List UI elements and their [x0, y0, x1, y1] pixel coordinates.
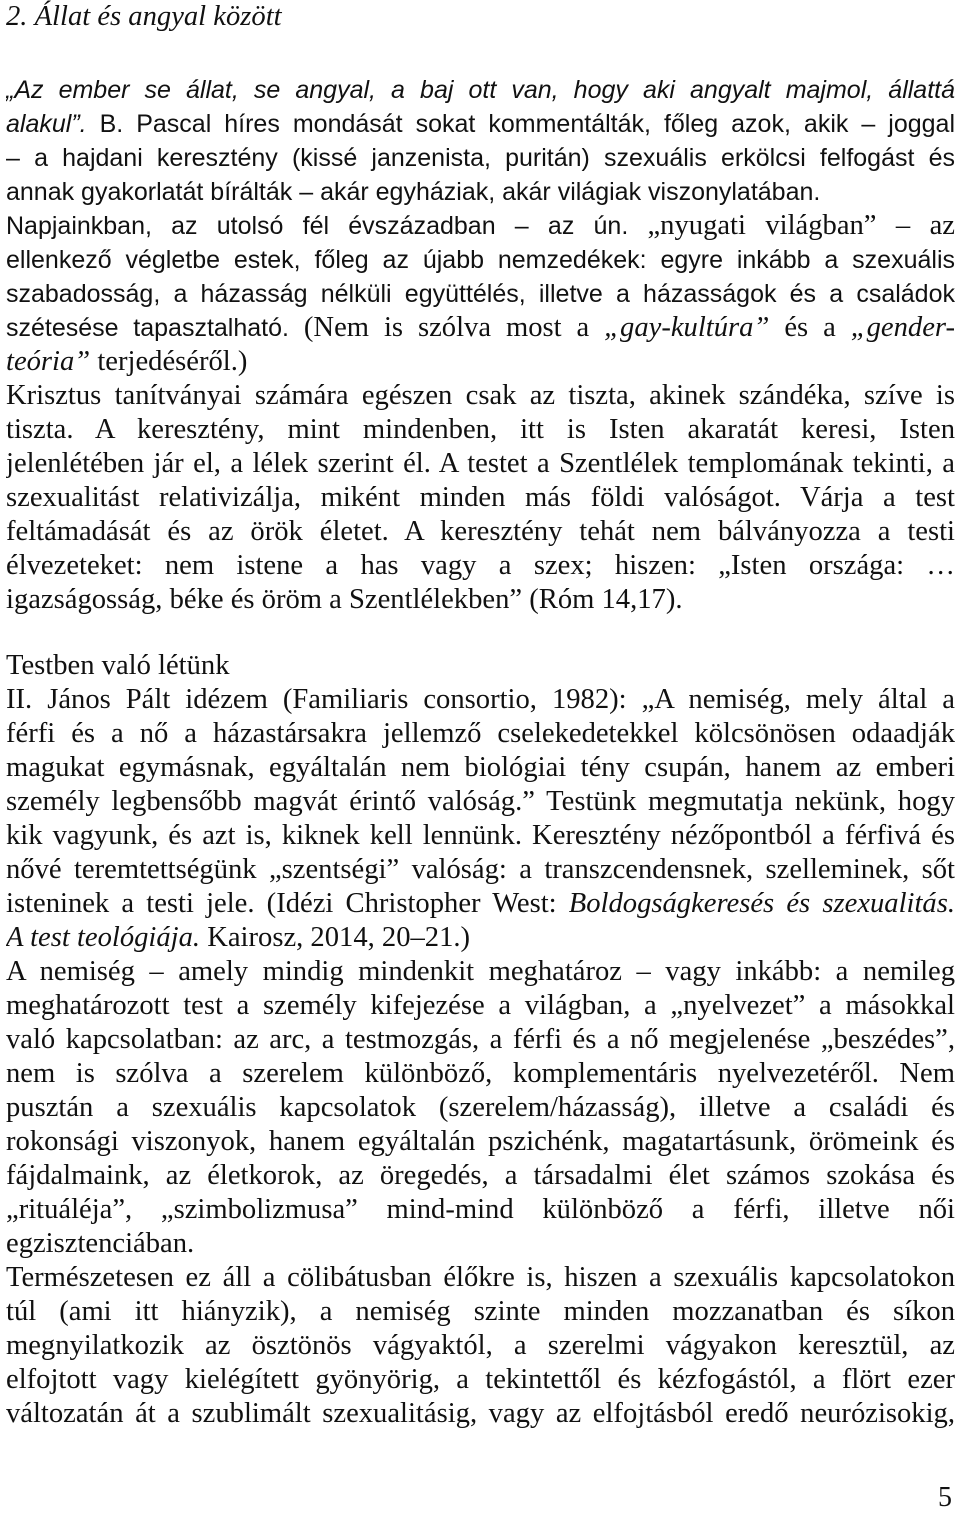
text-run: isteninek a testi jele. (Idézi Christopher West: [6, 888, 569, 919]
body-line [6, 785, 955, 819]
body-line [6, 209, 955, 243]
chapter-heading: 2. Állat és angyal között [6, 1, 282, 32]
page-number: 5 [938, 1482, 952, 1513]
text-run: élvezeteket: nem istene a has vagy a szex; hiszen: „Isten országa: … [6, 550, 955, 581]
body-line [6, 1023, 955, 1057]
text-run: egzisztenciában. [6, 1228, 195, 1259]
body-line [6, 311, 955, 345]
text-run: rokonsági viszonyok, hanem egyáltalán pszichénk, magatartásunk, örömeink és [6, 1126, 955, 1157]
body-line [6, 683, 955, 717]
text-run: meghatározott test a személy kifejezése a világban, a „nyelvezet” a másokkal [6, 990, 955, 1021]
text-run: túl (ami itt hiányzik), a nemiség szinte minden mozzanatban és síkon [6, 1296, 955, 1327]
body-line [6, 1329, 955, 1363]
body-line [6, 141, 955, 175]
body-line [6, 1227, 955, 1261]
text-run: és a [769, 312, 851, 343]
text-run: fájdalmaink, az életkorok, az öregedés, a társadalmi élet számos szokása és [6, 1160, 955, 1191]
intro-paragraphs [6, 73, 955, 617]
body-line [6, 1057, 955, 1091]
heading-block [6, 0, 955, 34]
text-run: „rituáléja”, „szimbolizmusa” mind-mind különböző a férfi, illetve női [6, 1194, 955, 1225]
text-run: magukat egymásnak, egyáltalán nem biológiai tény csupán, hanem az emberi [6, 752, 955, 783]
italic-text: „gender- [850, 312, 955, 343]
body-line [6, 549, 955, 583]
body-line [6, 921, 955, 955]
text-run: feltámadását és az örök életet. A keresztény tehát nem bálványozza a testi [6, 516, 955, 547]
text-run: terjedéséről.) [90, 346, 248, 377]
body-line [6, 1091, 955, 1125]
body-line [6, 73, 955, 107]
body-line [6, 1261, 955, 1295]
body-line [6, 277, 955, 311]
text-run: pusztán a szexuális kapcsolatok (szerelem/házasság), illetve a családi és [6, 1092, 955, 1123]
text-run: ellenkező végletbe estek, főleg az újabb nemzedékek: egyre inkább a szexuális [6, 246, 955, 274]
text-run: annak gyakorlatát bírálták – akár egyháziak, akár világiak viszonylatában. [6, 178, 821, 206]
text-run: tiszta. A keresztény, mint mindenben, itt is Isten akaratát keresi, Isten [6, 414, 955, 445]
body-line [6, 887, 955, 921]
section-title: Testben való létünk [6, 650, 230, 681]
body-line [6, 243, 955, 277]
text-run: férfi és a nő a házastársakra jellemző cselekedetekkel kölcsönösen odaadják [6, 718, 955, 749]
quote-text: „Az ember se állat, se angyal, a baj ott van, hogy aki angyalt majmol, állattá [6, 76, 955, 104]
body-line [6, 751, 955, 785]
text-run: nővé teremtettségünk „szentségi” valóság: a transzcendensnek, szelleminek, sőt [6, 854, 955, 885]
body-line [6, 853, 955, 887]
text-run: jelenlétében jár el, a lélek szerint él. A testet a Szentlélek templomának tekinti, a [6, 448, 955, 479]
text-run: személy legbensőbb magvát érintő valóság.” Testünk megmutatja nekünk, hogy [6, 786, 955, 817]
text-run: Természetesen ez áll a cölibátusban élőkre is, hiszen a szexuális kapcsolatokon [6, 1262, 955, 1293]
text-run: – a hajdani keresztény (kissé janzenista, puritán) szexuális erkölcsi felfogást és [6, 144, 955, 172]
body-line [6, 481, 955, 515]
text-run: Kairosz, 2014, 20–21.) [200, 922, 471, 953]
body-line [6, 583, 955, 617]
text-run: (Nem is szólva most a [288, 312, 605, 343]
body-line [6, 107, 955, 141]
text-run: való kapcsolatban: az arc, a testmozgás, a férfi és a nő megjelenése „beszédes”, [6, 1024, 955, 1055]
text-run: szétesése tapasztalható. [6, 314, 289, 342]
body-line [6, 1193, 955, 1227]
italic-text: „gay-kultúra” [604, 312, 770, 343]
body-line [6, 955, 955, 989]
body-line [6, 717, 955, 751]
body-line [6, 1363, 955, 1397]
text-run: szexualitást relativizálja, miként minden más földi valóságot. Várja a test [6, 482, 955, 513]
body-line [6, 447, 955, 481]
text-run: Napjainkban, az utolsó fél évszázadban – az ún. [6, 212, 648, 240]
text-run: megnyilatkozik az ösztönös vágyaktól, a szerelmi vágyakon keresztül, az [6, 1330, 955, 1361]
text-run: elfojtott vagy kielégített gyönyörig, a tekintettől és kézfogástól, a flört ezer [6, 1364, 955, 1395]
book-title-italic: A test teológiája. [6, 922, 201, 953]
body-line [6, 175, 955, 209]
book-title-italic: Boldogságkeresés és szexualitás. [568, 888, 955, 919]
body-line [6, 1397, 955, 1431]
body-line [6, 1295, 955, 1329]
text-run: „nyugati világban” – az [647, 210, 955, 241]
quote-text: alakul”. [6, 110, 87, 138]
text-run: Krisztus tanítványai számára egészen csak az tiszta, akinek szándéka, szíve is [6, 380, 955, 411]
text-run: II. János Pált idézem (Familiaris consortio, 1982): „A nemiség, mely által a [6, 684, 955, 715]
text-run: szabadosság, a házasság nélküli együttélés, illetve a házasságok és a családok [6, 280, 955, 308]
body-line [6, 989, 955, 1023]
body-line [6, 345, 955, 379]
text-run: igazságosság, béke és öröm a Szentlélekben” (Róm 14,17). [6, 584, 683, 615]
body-line [6, 379, 955, 413]
body-line [6, 1159, 955, 1193]
body-line [6, 819, 955, 853]
text-run: B. Pascal híres mondását sokat kommentálták, főleg azok, akik – joggal [86, 110, 955, 138]
text-run: változatán át a szublimált szexualitásig, vagy az elfojtásból eredő neurózisokig, [6, 1398, 955, 1429]
section-body [6, 649, 955, 1431]
body-line [6, 413, 955, 447]
text-run: nem is szólva a szerelem különböző, komplementáris nyelvezetéről. Nem [6, 1058, 955, 1089]
italic-text: teória” [6, 346, 91, 377]
text-run: A nemiség – amely mindig mindenkit meghatároz – vagy inkább: a nemileg [6, 956, 955, 987]
text-run: kik vagyunk, és azt is, kiknek kell lennünk. Keresztény nézőpontból a férfivá és [6, 820, 955, 851]
body-line [6, 515, 955, 549]
body-line [6, 1125, 955, 1159]
